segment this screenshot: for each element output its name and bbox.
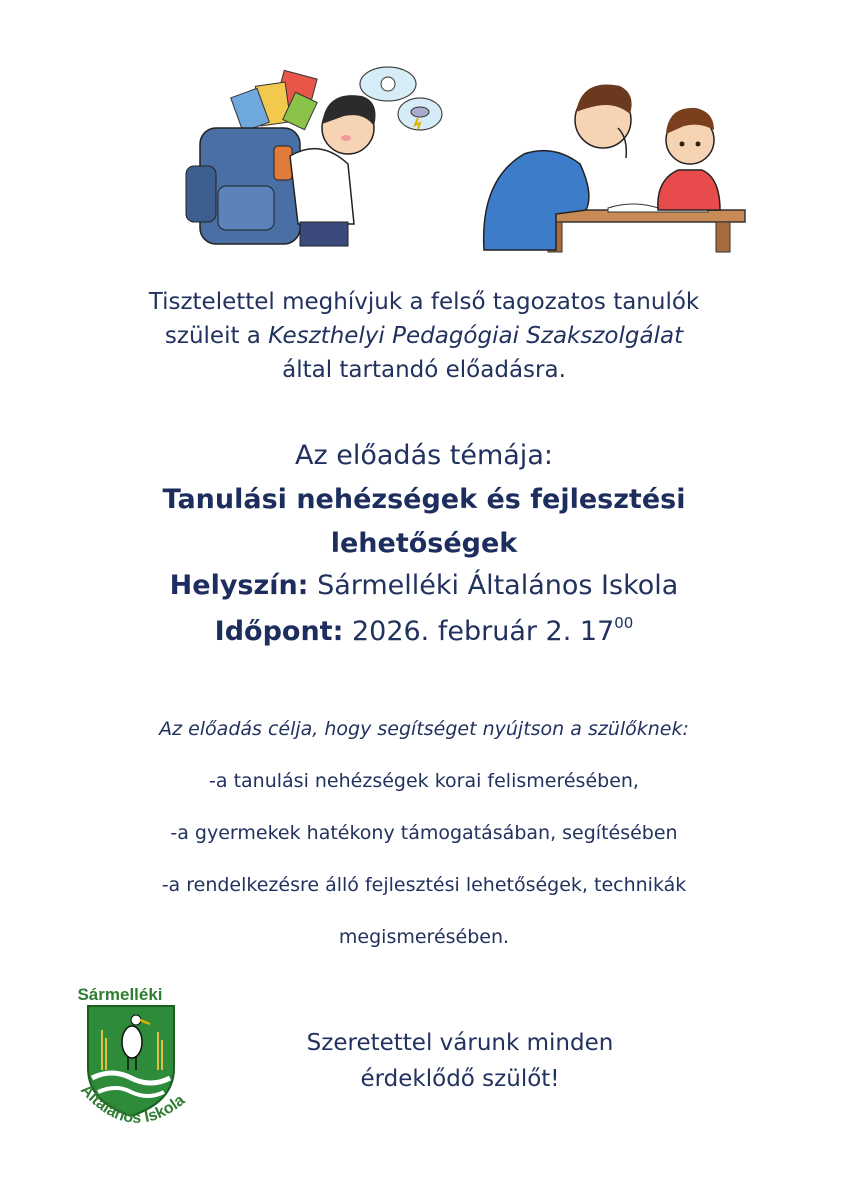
intro-line-1: Tisztelettel meghívjuk a felső tagozatos tanulók [148,289,700,315]
logo-bottom-text: Általános Iskola [77,1081,189,1127]
purpose-item: -a tanulási nehézségek korai felismerésében, [209,770,639,792]
topic-label: Az előadás témája: [295,440,553,471]
parent-helping-child-illustration [478,78,750,253]
topic-title-line-2: lehetőségek [330,528,518,559]
closing-line-2: érdeklődő szülőt! [360,1066,560,1092]
logo-top-text: Sármelléki [77,985,163,1004]
intro-line-2 [60,319,788,353]
location-row [40,570,808,601]
topic-title [40,478,808,566]
time-value: 2026. február 2. 17 [343,616,615,647]
purpose-item: -a rendelkezésre álló fejlesztési lehetőségek, technikák [161,874,687,896]
intro-line-2-prefix: szüleit a [164,323,269,349]
organizer-name: Keszthelyi Pedagógiai Szakszolgálat [268,323,684,349]
boy-with-backpack-illustration [178,66,448,256]
purpose-item: -a gyermekek hatékony támogatásában, segítésében [170,822,678,844]
school-logo [70,980,205,1145]
purpose-intro: Az előadás célja, hogy segítséget nyújtson a szülőknek: [159,718,689,740]
time-row [40,614,808,647]
purpose-item: megismerésében. [338,926,510,948]
location-label: Helyszín: [169,570,309,601]
location-value: Sármelléki Általános Iskola [308,570,679,601]
closing-text [250,1025,670,1097]
time-label: Időpont: [214,616,344,647]
invitation-text [60,285,788,387]
time-minutes: 00 [614,614,634,632]
topic-title-line-1: Tanulási nehézségek és fejlesztési [162,484,686,515]
intro-line-3: által tartandó előadásra. [282,357,566,383]
closing-line-1: Szeretettel várunk minden [306,1030,614,1056]
